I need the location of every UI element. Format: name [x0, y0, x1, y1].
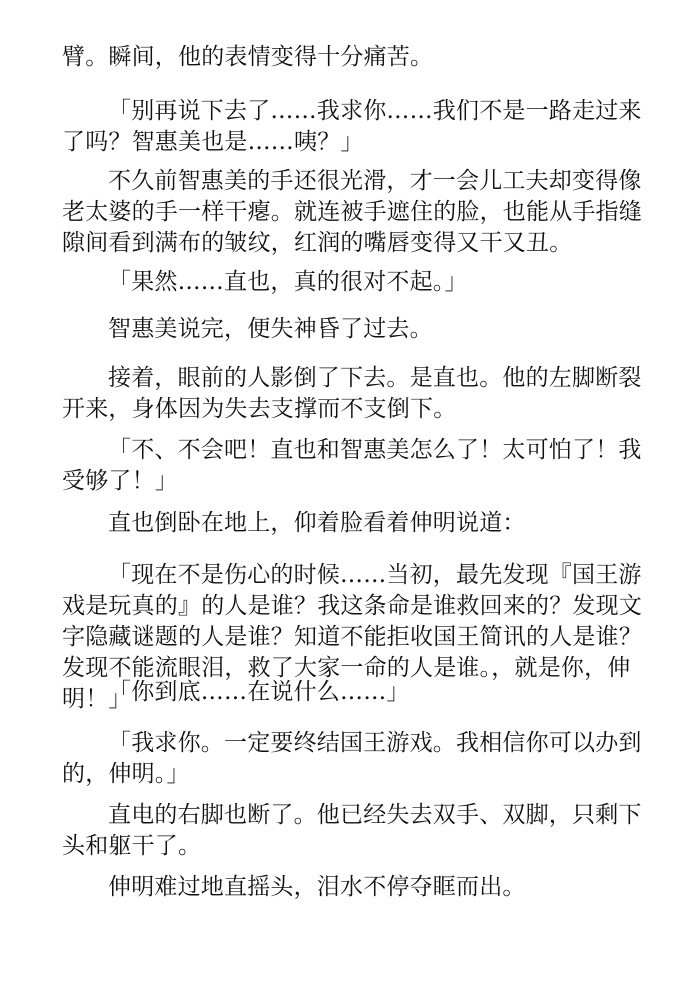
paragraph-12: 直电的右脚也断了。他已经失去双手、双脚，只剩下头和躯干了。 — [62, 802, 642, 859]
paragraph-11: 「我求你。一定要终结国王游戏。我相信你可以办到的，伸明。」 — [62, 730, 642, 787]
paragraph-4: 「果然……直也，真的很对不起。」 — [108, 269, 468, 295]
paragraph-6: 接着，眼前的人影倒了下去。是直也。他的左脚断裂开来，身体因为失去支撑而不支倒下。 — [62, 365, 642, 422]
paragraph-10: 「你到底……在说什么……」 — [108, 679, 410, 705]
paragraph-1: 臂。瞬间，他的表情变得十分痛苦。 — [62, 44, 434, 70]
paragraph-7: 「不、不会吧！直也和智惠美怎么了！太可怕了！我受够了！」 — [62, 437, 642, 494]
paragraph-5: 智惠美说完，便失神昏了过去。 — [108, 316, 433, 342]
paragraph-9: 「现在不是伤心的时候……当初，最先发现『国王游戏是玩真的』的人是谁？我这条命是谁救回来的？发现文字隐藏谜题的人是谁？知道不能拒收国王简讯的人是谁？发现不能流眼泪，救了大家一命的人是谁。，就是你，伸明！」 — [62, 562, 642, 712]
paragraph-3: 不久前智惠美的手还很光滑，才一会儿工夫却变得像老太婆的手一样干瘪。就连被手遮住的脸，也能从手指缝隙间看到满布的皱纹，红润的嘴唇变得又干又丑。 — [62, 168, 642, 256]
paragraph-8: 直也倒卧在地上，仰着脸看着伸明说道： — [108, 510, 526, 536]
paragraph-13: 伸明难过地直摇头，泪水不停夺眶而出。 — [108, 874, 526, 900]
paragraph-2: 「别再说下去了……我求你……我们不是一路走过来了吗？智惠美也是……咦？」 — [62, 98, 642, 155]
